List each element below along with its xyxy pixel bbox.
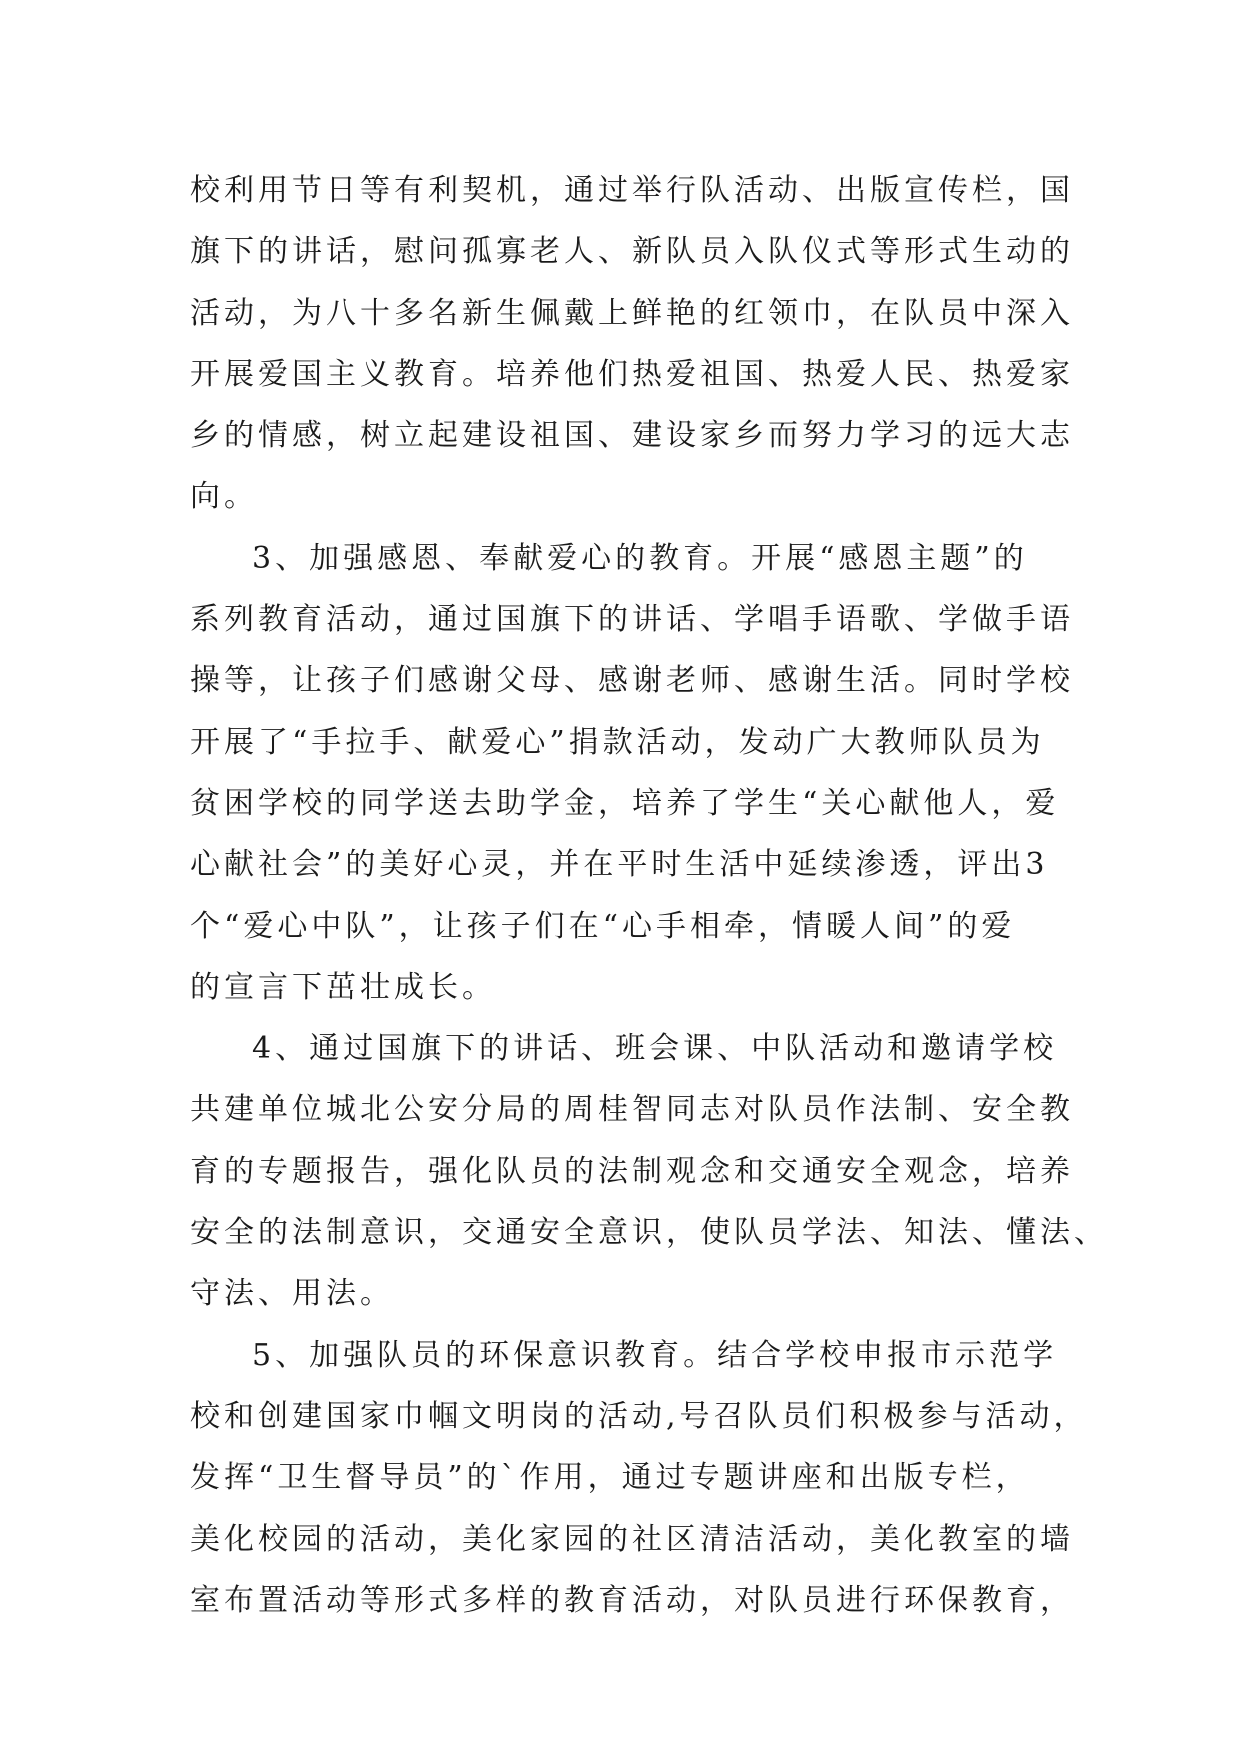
text-line: 乡的情感，树立起建设祖国、建设家乡而努力学习的远大志	[190, 418, 1074, 454]
text-line: 的宣言下茁壮成长。	[190, 969, 496, 1005]
text-line: 守法、用法。	[190, 1276, 394, 1312]
text-line: 操等，让孩子们感谢父母、感谢老师、感谢生活。同时学校	[190, 663, 1074, 699]
text-line: 安全的法制意识，交通安全意识，使队员学法、知法、懂法、	[190, 1215, 1108, 1251]
text-line: 开展了“手拉手、献爱心”捐款活动，发动广大教师队员为	[190, 724, 1045, 760]
text-line: 育的专题报告，强化队员的法制观念和交通安全观念，培养	[190, 1153, 1074, 1189]
text-line: 开展爱国主义教育。培养他们热爱祖国、热爱人民、热爱家	[190, 356, 1074, 392]
paragraph-first-line: 4、通过国旗下的讲话、班会课、中队活动和邀请学校	[252, 1031, 1058, 1067]
text-line: 共建单位城北公安分局的周桂智同志对队员作法制、安全教	[190, 1092, 1074, 1128]
text-line: 室布置活动等形式多样的教育活动，对队员进行环保教育，	[190, 1582, 1074, 1618]
text-line: 系列教育活动，通过国旗下的讲话、学唱手语歌、学做手语	[190, 602, 1074, 638]
text-line: 个“爱心中队”，让孩子们在“心手相牵，情暖人间”的爱	[190, 908, 1016, 944]
text-line: 校利用节日等有利契机，通过举行队活动、出版宣传栏，国	[190, 173, 1074, 208]
paragraph-first-line: 3、加强感恩、奉献爱心的教育。开展“感恩主题”的	[252, 540, 1028, 576]
text-line: 发挥“卫生督导员”的`作用，通过专题讲座和出版专栏，	[190, 1460, 1030, 1496]
text-line: 旗下的讲话，慰问孤寡老人、新队员入队仪式等形式生动的	[190, 234, 1074, 270]
paragraph-first-line: 5、加强队员的环保意识教育。结合学校申报市示范学	[252, 1337, 1058, 1373]
text-line: 向。	[190, 479, 258, 515]
text-line: 活动，为八十多名新生佩戴上鲜艳的红领巾，在队员中深入	[190, 295, 1074, 331]
text-line: 美化校园的活动，美化家园的社区清洁活动，美化教室的墙	[190, 1521, 1074, 1557]
text-line: 贫困学校的同学送去助学金，培养了学生“关心献他人，爱	[190, 785, 1060, 821]
text-line: 心献社会”的美好心灵，并在平时生活中延续渗透，评出3	[190, 847, 1049, 883]
text-line: 校和创建国家巾帼文明岗的活动,号召队员们积极参与活动，	[190, 1398, 1088, 1434]
body-text	[190, 160, 1108, 1631]
